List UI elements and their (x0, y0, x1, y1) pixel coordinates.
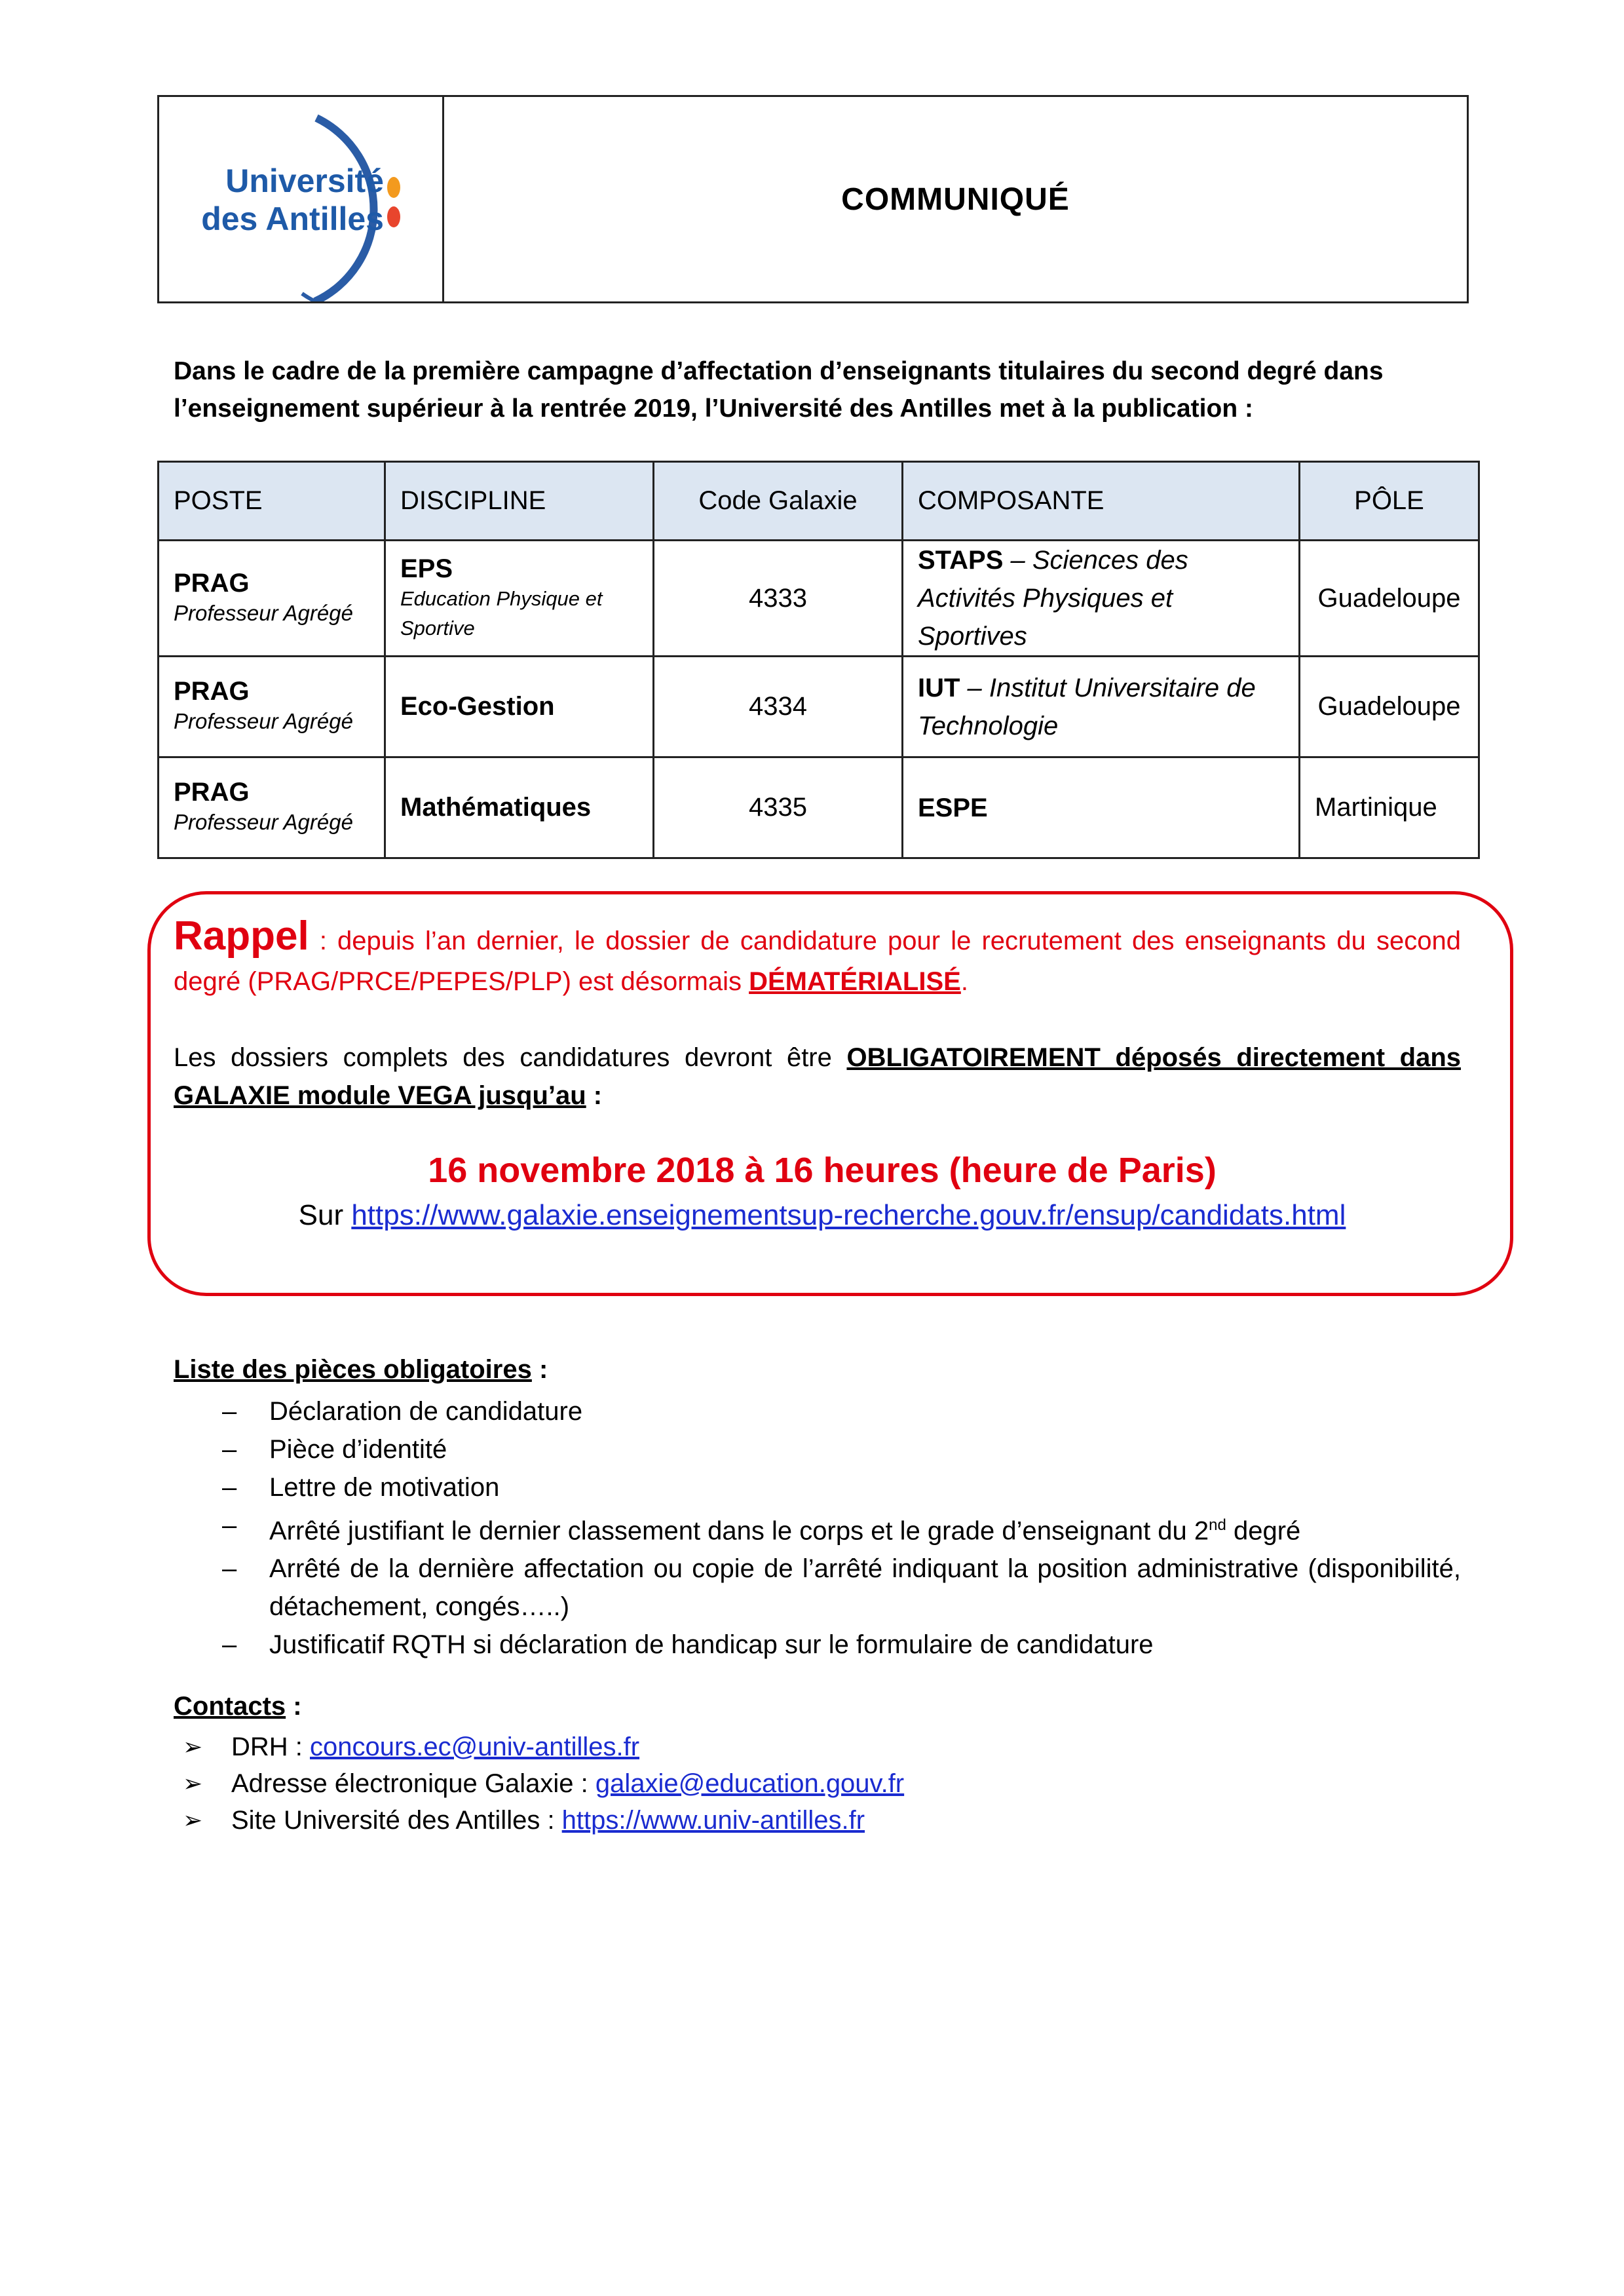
dash-bullet: – (222, 1554, 237, 1584)
cell-composante (903, 541, 1300, 657)
table-row (159, 657, 1479, 757)
list-item-text: Lettre de motivation (269, 1473, 500, 1502)
list-item (174, 1626, 1461, 1664)
discipline-subtitle: Education Physique et Sportive (400, 586, 603, 640)
header-pole: PÔLE (1300, 462, 1479, 541)
table-row (159, 541, 1479, 657)
cell-code: 4334 (654, 657, 903, 757)
cell-discipline (385, 757, 654, 858)
contacts-list (174, 1729, 904, 1839)
dash-bullet: – (222, 1511, 237, 1540)
header-code-galaxie: Code Galaxie (654, 462, 903, 541)
university-site-link[interactable]: https://www.univ-antilles.fr (561, 1806, 865, 1835)
list-item-text: Arrêté justifiant le dernier classement dans le corps et le grade d’enseignant du 2 (269, 1516, 1209, 1546)
pieces-title-end: : (531, 1355, 548, 1384)
header-composante: COMPOSANTE (903, 462, 1300, 541)
deposit-emphasis: OBLIGATOIREMENT déposés directement dans GALAXIE module VEGA jusqu’au (174, 1043, 1462, 1110)
cell-code: 4335 (654, 757, 903, 858)
contacts-title-text: Contacts (174, 1692, 286, 1721)
deposit-paragraph (174, 1039, 1461, 1115)
poste-name: PRAG (174, 778, 250, 807)
discipline-name: Mathématiques (400, 793, 592, 822)
contacts-title-end: : (286, 1692, 302, 1721)
arrow-bullet-icon: ➢ (183, 1733, 203, 1760)
list-item (174, 1550, 1461, 1626)
poste-subtitle: Professeur Agrégé (174, 600, 353, 625)
intro-paragraph: Dans le cadre de la première campagne d’affectation d’enseignants titulaires du second degré dans l’enseignement supérieur à la rentrée 2019, l’Université des Antilles met à la publication : (174, 357, 1384, 423)
composante-code: IUT (918, 673, 960, 702)
contact-item (174, 1802, 904, 1839)
cell-poste (159, 541, 385, 657)
cell-composante (903, 657, 1300, 757)
composante-name: – Sciences des Activités Physiques et Sportives (918, 546, 1188, 651)
discipline-name: Eco-Gestion (400, 692, 555, 721)
list-item-text: Déclaration de candidature (269, 1397, 583, 1426)
cell-discipline (385, 657, 654, 757)
contact-item (174, 1729, 904, 1765)
rappel-text: : depuis l’an dernier, le dossier de candidature pour le recrutement des enseignants du second degré (PRAG/PRCE/PEPES/PLP) est désormais (174, 927, 1461, 996)
logo-line-2: des Antilles (201, 201, 384, 237)
list-item-text-end: degré (1226, 1516, 1301, 1546)
list-item (174, 1468, 1461, 1506)
list-item (174, 1392, 1461, 1430)
url-line (157, 1199, 1487, 1232)
drh-email-link[interactable]: concours.ec@univ-antilles.fr (310, 1732, 640, 1761)
page-title: COMMUNIQUÉ (841, 182, 1070, 217)
cell-code: 4333 (654, 541, 903, 657)
list-item-text: Pièce d’identité (269, 1435, 447, 1464)
cell-discipline (385, 541, 654, 657)
deposit-text-end: : (586, 1081, 603, 1110)
arrow-bullet-icon: ➢ (183, 1770, 203, 1797)
deadline-text: 16 novembre 2018 à 16 heures (heure de Paris) (428, 1151, 1217, 1190)
dash-bullet: – (222, 1473, 237, 1502)
header-box (157, 95, 1469, 303)
rappel-paragraph (174, 913, 1461, 1002)
list-item-text: Arrêté de la dernière affectation ou copie de l’arrêté indiquant la position administrative (disponibilité, détachement, congés…..) (269, 1554, 1461, 1622)
galaxie-candidats-link[interactable]: https://www.galaxie.enseignementsup-recherche.gouv.fr/ensup/candidats.html (351, 1199, 1346, 1231)
table-row (159, 757, 1479, 858)
contacts-title (174, 1692, 302, 1721)
contact-label: DRH : (231, 1732, 310, 1761)
rappel-label: Rappel (174, 913, 309, 959)
list-item (174, 1430, 1461, 1468)
cell-pole: Guadeloupe (1300, 541, 1479, 657)
rappel-text-end: . (960, 967, 968, 996)
contact-item (174, 1765, 904, 1802)
discipline-name: EPS (400, 554, 453, 583)
dash-bullet: – (222, 1435, 237, 1464)
contact-label: Site Université des Antilles : (231, 1806, 562, 1835)
composante-code: ESPE (918, 793, 988, 822)
pieces-title-text: Liste des pièces obligatoires (174, 1355, 532, 1384)
cell-pole: Guadeloupe (1300, 657, 1479, 757)
cell-pole: Martinique (1300, 757, 1479, 858)
galaxie-email-link[interactable]: galaxie@education.gouv.fr (595, 1769, 905, 1798)
arrow-bullet-icon: ➢ (183, 1807, 203, 1833)
list-item-text: Justificatif RQTH si déclaration de handicap sur le formulaire de candidature (269, 1630, 1154, 1660)
composante-code: STAPS (918, 546, 1004, 575)
table-header-row (159, 462, 1479, 541)
cell-poste (159, 757, 385, 858)
poste-name: PRAG (174, 568, 250, 598)
url-prefix: Sur (298, 1199, 352, 1231)
contact-label: Adresse électronique Galaxie : (231, 1769, 595, 1798)
rappel-emphasis: DÉMATÉRIALISÉ (749, 967, 961, 996)
cell-poste (159, 657, 385, 757)
poste-subtitle: Professeur Agrégé (174, 810, 353, 834)
dash-bullet: – (222, 1630, 237, 1660)
pieces-list (174, 1392, 1461, 1664)
pieces-title (174, 1355, 548, 1385)
list-item (174, 1506, 1461, 1550)
superscript: nd (1209, 1516, 1226, 1534)
header-poste: POSTE (159, 462, 385, 541)
cell-composante (903, 757, 1300, 858)
composante-name: – Institut Universitaire de Technologie (918, 673, 1256, 740)
positions-table (157, 461, 1480, 859)
dash-bullet: – (222, 1397, 237, 1426)
logo-cell (159, 97, 444, 301)
deposit-text: Les dossiers complets des candidatures devront être (174, 1043, 847, 1072)
header-discipline: DISCIPLINE (385, 462, 654, 541)
poste-subtitle: Professeur Agrégé (174, 709, 353, 733)
poste-name: PRAG (174, 677, 250, 706)
logo-line-1: Université (225, 163, 384, 199)
university-logo (159, 97, 444, 301)
